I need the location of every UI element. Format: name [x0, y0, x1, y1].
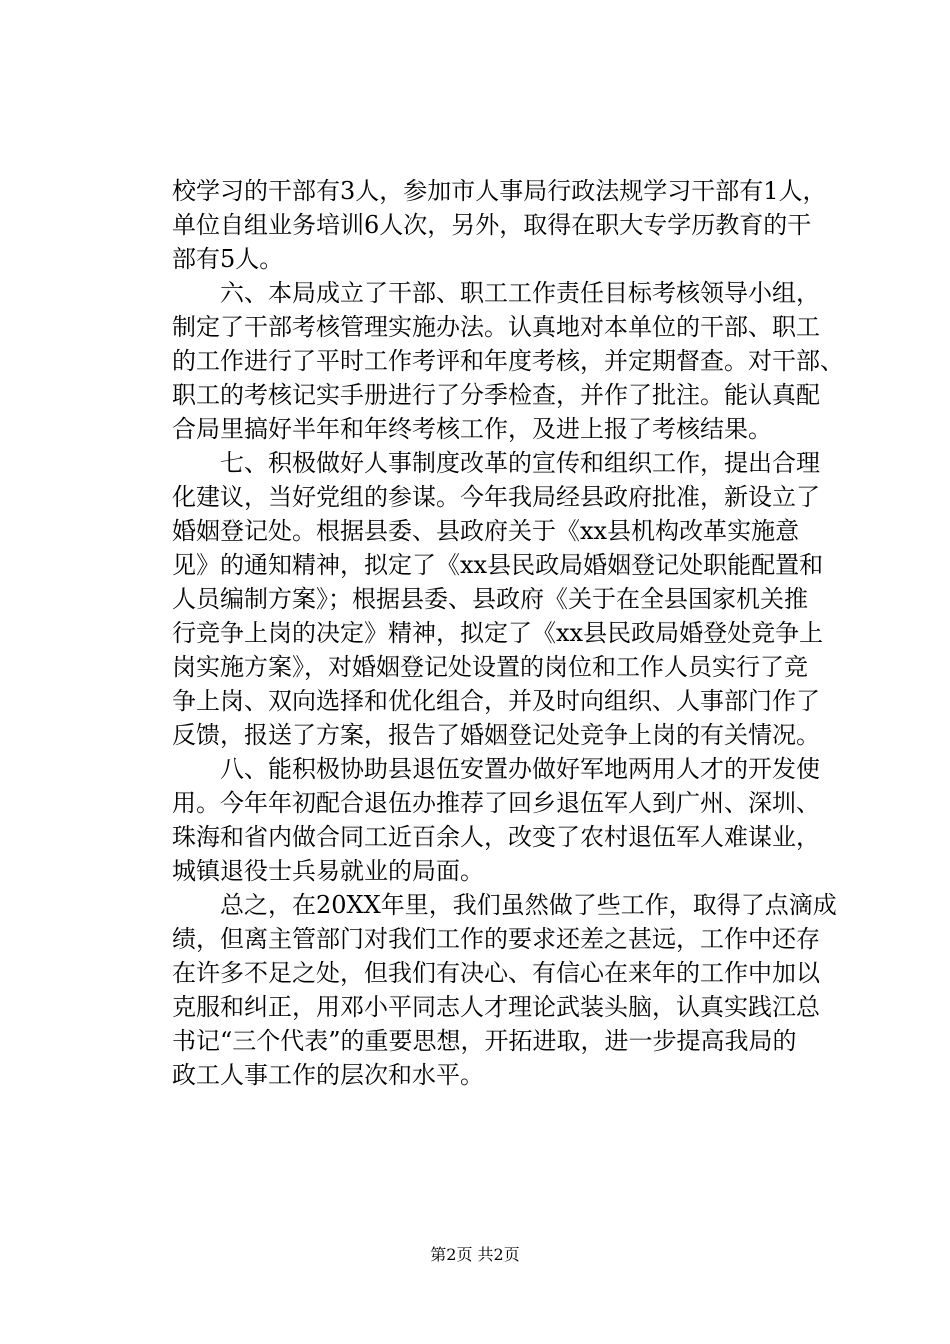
text-line: 单位自组业务培训6人次，另外，取得在职大专学历教育的干	[172, 211, 812, 239]
text-line: 部有5人。	[172, 245, 284, 273]
text-line: 六、本局成立了干部、职工工作责任目标考核领导小组，	[172, 279, 820, 307]
text-line: 书记“三个代表”的重要思想，开拓进取，进一步提高我局的	[172, 1027, 797, 1055]
text-line: 制定了干部考核管理实施办法。认真地对本单位的干部、职工	[172, 313, 820, 341]
text-line: 反馈，报送了方案，报告了婚姻登记处竞争上岗的有关情况。	[172, 721, 820, 749]
text-line: 克服和纠正，用邓小平同志人才理论武装头脑，认真实践江总	[172, 993, 820, 1021]
text-line: 争上岗、双向选择和优化组合，并及时向组织、人事部门作了	[172, 687, 820, 715]
text-line: 在许多不足之处，但我们有决心、有信心在来年的工作中加以	[172, 959, 820, 987]
text-line: 的工作进行了平时工作考评和年度考核，并定期督查。对干部、	[172, 347, 844, 375]
text-line: 行竞争上岗的决定》精神，拟定了《xx县民政局婚登处竞争上	[172, 619, 824, 647]
text-line: 人员编制方案》；根据县委、县政府《关于在全县国家机关推	[172, 585, 808, 613]
text-line: 城镇退役士兵易就业的局面。	[172, 857, 484, 885]
text-line: 总之，在20XX年里，我们虽然做了些工作，取得了点滴成	[172, 891, 837, 919]
text-line: 合局里搞好半年和年终考核工作，及进上报了考核结果。	[172, 415, 772, 443]
text-line: 七、积极做好人事制度改革的宣传和组织工作，提出合理	[172, 449, 820, 477]
text-line: 珠海和省内做合同工近百余人，改变了农村退伍军人难谋业，	[172, 823, 820, 851]
text-line: 用。今年年初配合退伍办推荐了回乡退伍军人到广州、深圳、	[172, 789, 820, 817]
text-line: 岗实施方案》，对婚姻登记处设置的岗位和工作人员实行了竞	[172, 653, 808, 681]
text-line: 婚姻登记处。根据县委、县政府关于《xx县机构改革实施意	[172, 517, 800, 545]
page-footer: 第2页 共2页	[430, 1245, 520, 1264]
text-line: 绩，但离主管部门对我们工作的要求还差之甚远，工作中还存	[172, 925, 820, 953]
text-line: 职工的考核记实手册进行了分季检查，并作了批注。能认真配	[172, 381, 820, 409]
body-text	[172, 174, 852, 1092]
text-line: 化建议，当好党组的参谋。今年我局经县政府批准，新设立了	[172, 483, 820, 511]
text-line: 八、能积极协助县退伍安置办做好军地两用人才的开发使	[172, 755, 820, 783]
text-line: 见》的通知精神，拟定了《xx县民政局婚姻登记处职能配置和	[172, 551, 824, 579]
text-line: 政工人事工作的层次和水平。	[172, 1061, 484, 1089]
text-line: 校学习的干部有3人，参加市人事局行政法规学习干部有1人，	[172, 177, 827, 205]
